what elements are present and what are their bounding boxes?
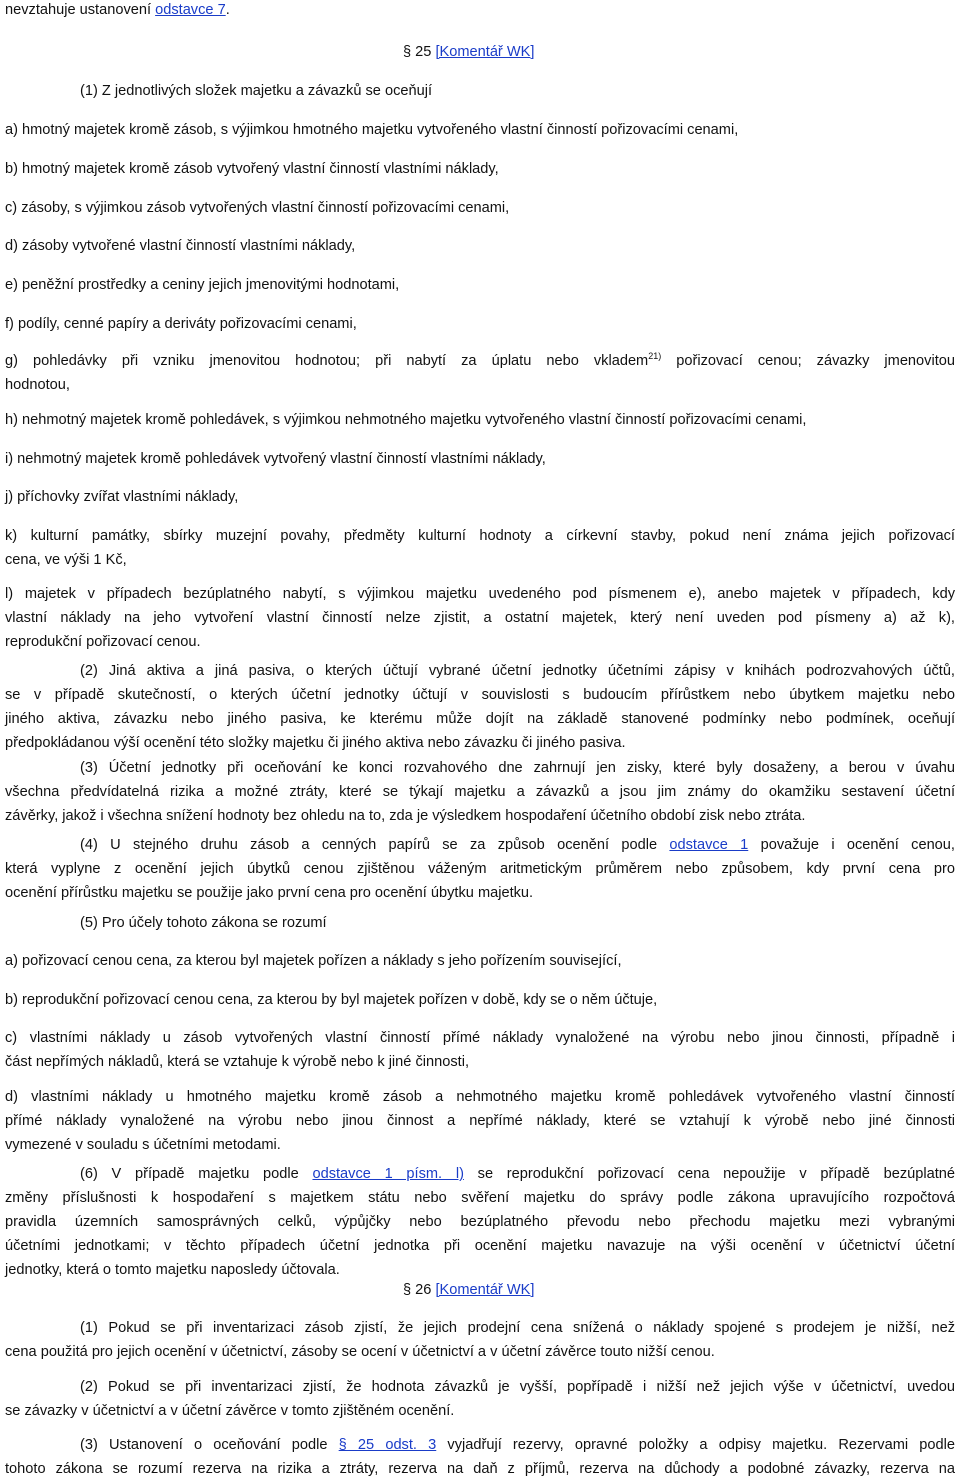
s25-item-h: h) nehmotný majetek kromě pohledávek, s výjimkou nehmotného majetku vytvořeného vlastní činností pořizovacími cenami, [5, 412, 807, 428]
s25-item-f: f) podíly, cenné papíry a deriváty pořizovacími cenami, [5, 316, 357, 332]
s25-p5: (5) Pro účely tohoto zákona se rozumí [80, 915, 327, 931]
s25-item-k-line1: k) kulturní památky, sbírky muzejní povahy, předměty kulturní hodnoty a církevní stavby, pokud není známa jejich pořizovací [5, 528, 955, 544]
odstavce-1-link[interactable]: odstavce 1 [669, 837, 749, 853]
s25-p6-text-b: se reprodukční pořizovací cena nepoužije v případě bezúplatné [463, 1166, 955, 1182]
s25-item-g-text-b: pořizovací cenou; závazky jmenovitou [661, 353, 955, 369]
s25-p6-line4: účetními jednotkami; v těchto případech účetní jednotka při ocenění majetku navazuje na výši ocenění v účetnictví účetní [5, 1238, 955, 1254]
s25-p5-item-a: a) pořizovací cenou cena, za kterou byl majetek pořízen a náklady s jeho pořízením související, [5, 953, 622, 969]
s25-item-l-line3: reprodukční pořizovací cenou. [5, 634, 201, 650]
s25-p6-line3: pravidla územních samosprávných celků, výpůjčky nebo bezúplatného převodu nebo přechodu majetku mezi vybranými [5, 1214, 955, 1230]
s25-p5-item-c [5, 1030, 955, 1078]
section-26-heading [403, 1282, 534, 1299]
s25-item-l [5, 586, 955, 658]
section-26-number: § 26 [403, 1282, 432, 1298]
s25-p3 [5, 760, 955, 832]
section-25-number: § 25 [403, 44, 432, 60]
s25-p4-line1 [5, 837, 955, 861]
intro-text: nevztahuje ustanovení [5, 2, 156, 18]
s26-p3-text: (3) Ustanovení o oceňování podle [80, 1437, 339, 1453]
footnote-21-ref: 21) [648, 351, 662, 361]
s25-p4-text-b: považuje i ocenění cenou, [748, 837, 955, 853]
s26-p2-line2: se závazky v účetnictví a v účetní závěrce v tomto zjištěném ocenění. [5, 1403, 455, 1419]
s25-p5-item-d-line1: d) vlastními náklady u hmotného majetku kromě zásob a nehmotného majetku kromě pohledávek vytvořeného vlastní činností [5, 1089, 955, 1105]
s25-p5-item-c-line2: část nepřímých nákladů, která se vztahuje k výrobě nebo k jiné činnosti, [5, 1054, 469, 1070]
s25-p3-line2: všechna předvídatelná rizika a možné ztráty, které se týkají majetku a závazků a jsou jim známy do okamžiku sestavení účetní [5, 784, 955, 800]
s25-p3-line1: (3) Účetní jednotky při oceňování ke konci rozvahového dne zahrnují jen zisky, které byly dosaženy, a berou v úvahu [80, 760, 955, 776]
intro-suffix: . [225, 2, 230, 18]
s25-p4-line3: ocenění přírůstku majetku se použije jako první cena pro ocenění úbytku majetku. [5, 885, 534, 901]
s25-item-j: j) příchovky zvířat vlastními náklady, [5, 489, 239, 505]
s26-p1-line1: (1) Pokud se při inventarizaci zásob zjistí, že jejich prodejní cena snížená o náklady spojené s prodejem je nižší, než [80, 1320, 955, 1336]
s25-item-i: i) nehmotný majetek kromě pohledávek vytvořený vlastní činností vlastními náklady, [5, 451, 546, 467]
s25-item-g [5, 353, 955, 401]
s25-item-a: a) hmotný majetek kromě zásob, s výjimkou hmotného majetku vytvořeného vlastní činností pořizovacími cenami, [5, 122, 739, 138]
s25-item-e: e) peněžní prostředky a ceniny jejich jmenovitými hodnotami, [5, 277, 400, 293]
s26-p3-text-b: vyjadřují rezervy, opravné položky a odpisy majetku. Rezervami podle [436, 1437, 955, 1453]
s25-p2-line2: se v případě skutečností, o kterých účetní jednotky účtují v souvislosti s budoucím přírůstkem nebo úbytkem majetku nebo [5, 687, 955, 703]
odstavce-1-pism-l-link[interactable]: odstavce 1 písm. l) [312, 1166, 464, 1182]
odstavce-7-link[interactable]: odstavce 7 [155, 2, 226, 18]
s25-p6-line2: změny příslušnosti k hospodaření s majetkem státu nebo svěření majetku do správy podle zákona upravujícího rozpočtová [5, 1190, 955, 1206]
s25-p6-line1 [5, 1166, 955, 1190]
par-25-odst-3-link[interactable]: § 25 odst. 3 [338, 1437, 437, 1453]
s25-p4-line2: která vyplyne z ocenění jejich úbytků cenou zjištěnou váženým aritmetickým průměrem nebo způsobem, kdy první cena pro [5, 861, 955, 877]
s25-p4-text: (4) U stejného druhu zásob a cenných papírů se za způsob ocenění podle [80, 837, 670, 853]
s25-p6-text: (6) V případě majetku podle [80, 1166, 313, 1182]
s25-p1: (1) Z jednotlivých složek majetku a závazků se oceňují [80, 83, 433, 99]
s25-item-k [5, 528, 955, 576]
s25-p2-line4: předpokládanou výší ocenění této složky majetku či jiného aktiva nebo závazku či jiného pasiva. [5, 735, 626, 751]
s25-p2-line1: (2) Jiná aktiva a jiná pasiva, o kterých účtují vybrané účetní jednotky účetními zápisy v knihách podrozvahových účtů, [80, 663, 955, 679]
s25-p5-item-d-line3: vymezené v souladu s účetními metodami. [5, 1137, 281, 1153]
s25-item-l-line2: vlastní náklady na jeho vytvoření vlastní činností nelze zjistit, a ostatní majetek, který není uveden pod písmeny a) až k), [5, 610, 955, 626]
s26-p1 [5, 1320, 955, 1368]
s25-p5-item-d-line2: přímé náklady vynaložené na výrobu nebo jinou činnost a nepřímé náklady, které se vztahují k výrobě nebo jiné činnosti [5, 1113, 955, 1129]
s25-p5-item-d [5, 1089, 955, 1161]
s25-item-l-line1: l) majetek v případech bezúplatného nabytí, s výjimkou majetku uvedeného pod písmenem e), anebo majetek v případech, kdy [5, 586, 955, 602]
s25-item-g-line2: hodnotou, [5, 377, 70, 393]
s26-p2-line1: (2) Pokud se při inventarizaci zjistí, že hodnota závazků je vyšší, popřípadě i nižší než jejich výše v účetnictví, uvedou [80, 1379, 955, 1395]
s25-item-g-line1 [5, 353, 955, 377]
s25-item-k-line2: cena, ve výši 1 Kč, [5, 552, 127, 568]
s25-p5-item-b: b) reprodukční pořizovací cenou cena, za kterou by byl majetek pořízen v době, kdy se o něm účtuje, [5, 992, 658, 1008]
s25-item-d: d) zásoby vytvořené vlastní činností vlastními náklady, [5, 238, 356, 254]
s25-item-b: b) hmotný majetek kromě zásob vytvořený vlastní činností vlastními náklady, [5, 161, 499, 177]
s25-item-g-text: g) pohledávky při vzniku jmenovitou hodnotou; při nabytí za úplatu nebo vkladem [5, 353, 649, 369]
s25-p6-line5: jednotky, která o tomto majetku naposledy účtovala. [5, 1262, 340, 1278]
s25-item-c: c) zásoby, s výjimkou zásob vytvořených vlastní činností pořizovacími cenami, [5, 200, 510, 216]
s26-p3-line2: tohoto zákona se rozumí rezerva na rizika a ztráty, rezerva na daň z příjmů, rezerva na důchody a podobné závazky, rezerva na [5, 1461, 955, 1477]
s25-p5-item-c-line1: c) vlastními náklady u zásob vytvořených vlastní činností přímé náklady vynaložené na výrobu nebo jinou činnosti, případně i [5, 1030, 955, 1046]
s26-p3 [5, 1437, 955, 1479]
s25-p2 [5, 663, 955, 759]
s25-p3-line3: závěrky, jakož i všechna snížení hodnoty bez ohledu na to, zda je výsledkem hospodaření účetního období zisk nebo ztráta. [5, 808, 806, 824]
s26-p1-line2: cena použitá pro jejich ocenění v účetnictví, zásoby se ocení v účetnictví a v účetní závěrce touto nižší cenou. [5, 1344, 715, 1360]
s25-p4 [5, 837, 955, 909]
s25-p6 [5, 1166, 955, 1286]
s26-p3-line1 [5, 1437, 955, 1461]
s26-p2 [5, 1379, 955, 1427]
section-25-comment-link[interactable]: [Komentář WK] [435, 44, 535, 60]
s25-p2-line3: jiného aktiva, závazku nebo jiného pasiva, ke kterému může dojít na základě stanovené podmínky nebo podmínek, oceňují [5, 711, 955, 727]
section-25-heading [403, 44, 534, 61]
intro-line [5, 2, 230, 19]
section-26-comment-link[interactable]: [Komentář WK] [435, 1282, 535, 1298]
